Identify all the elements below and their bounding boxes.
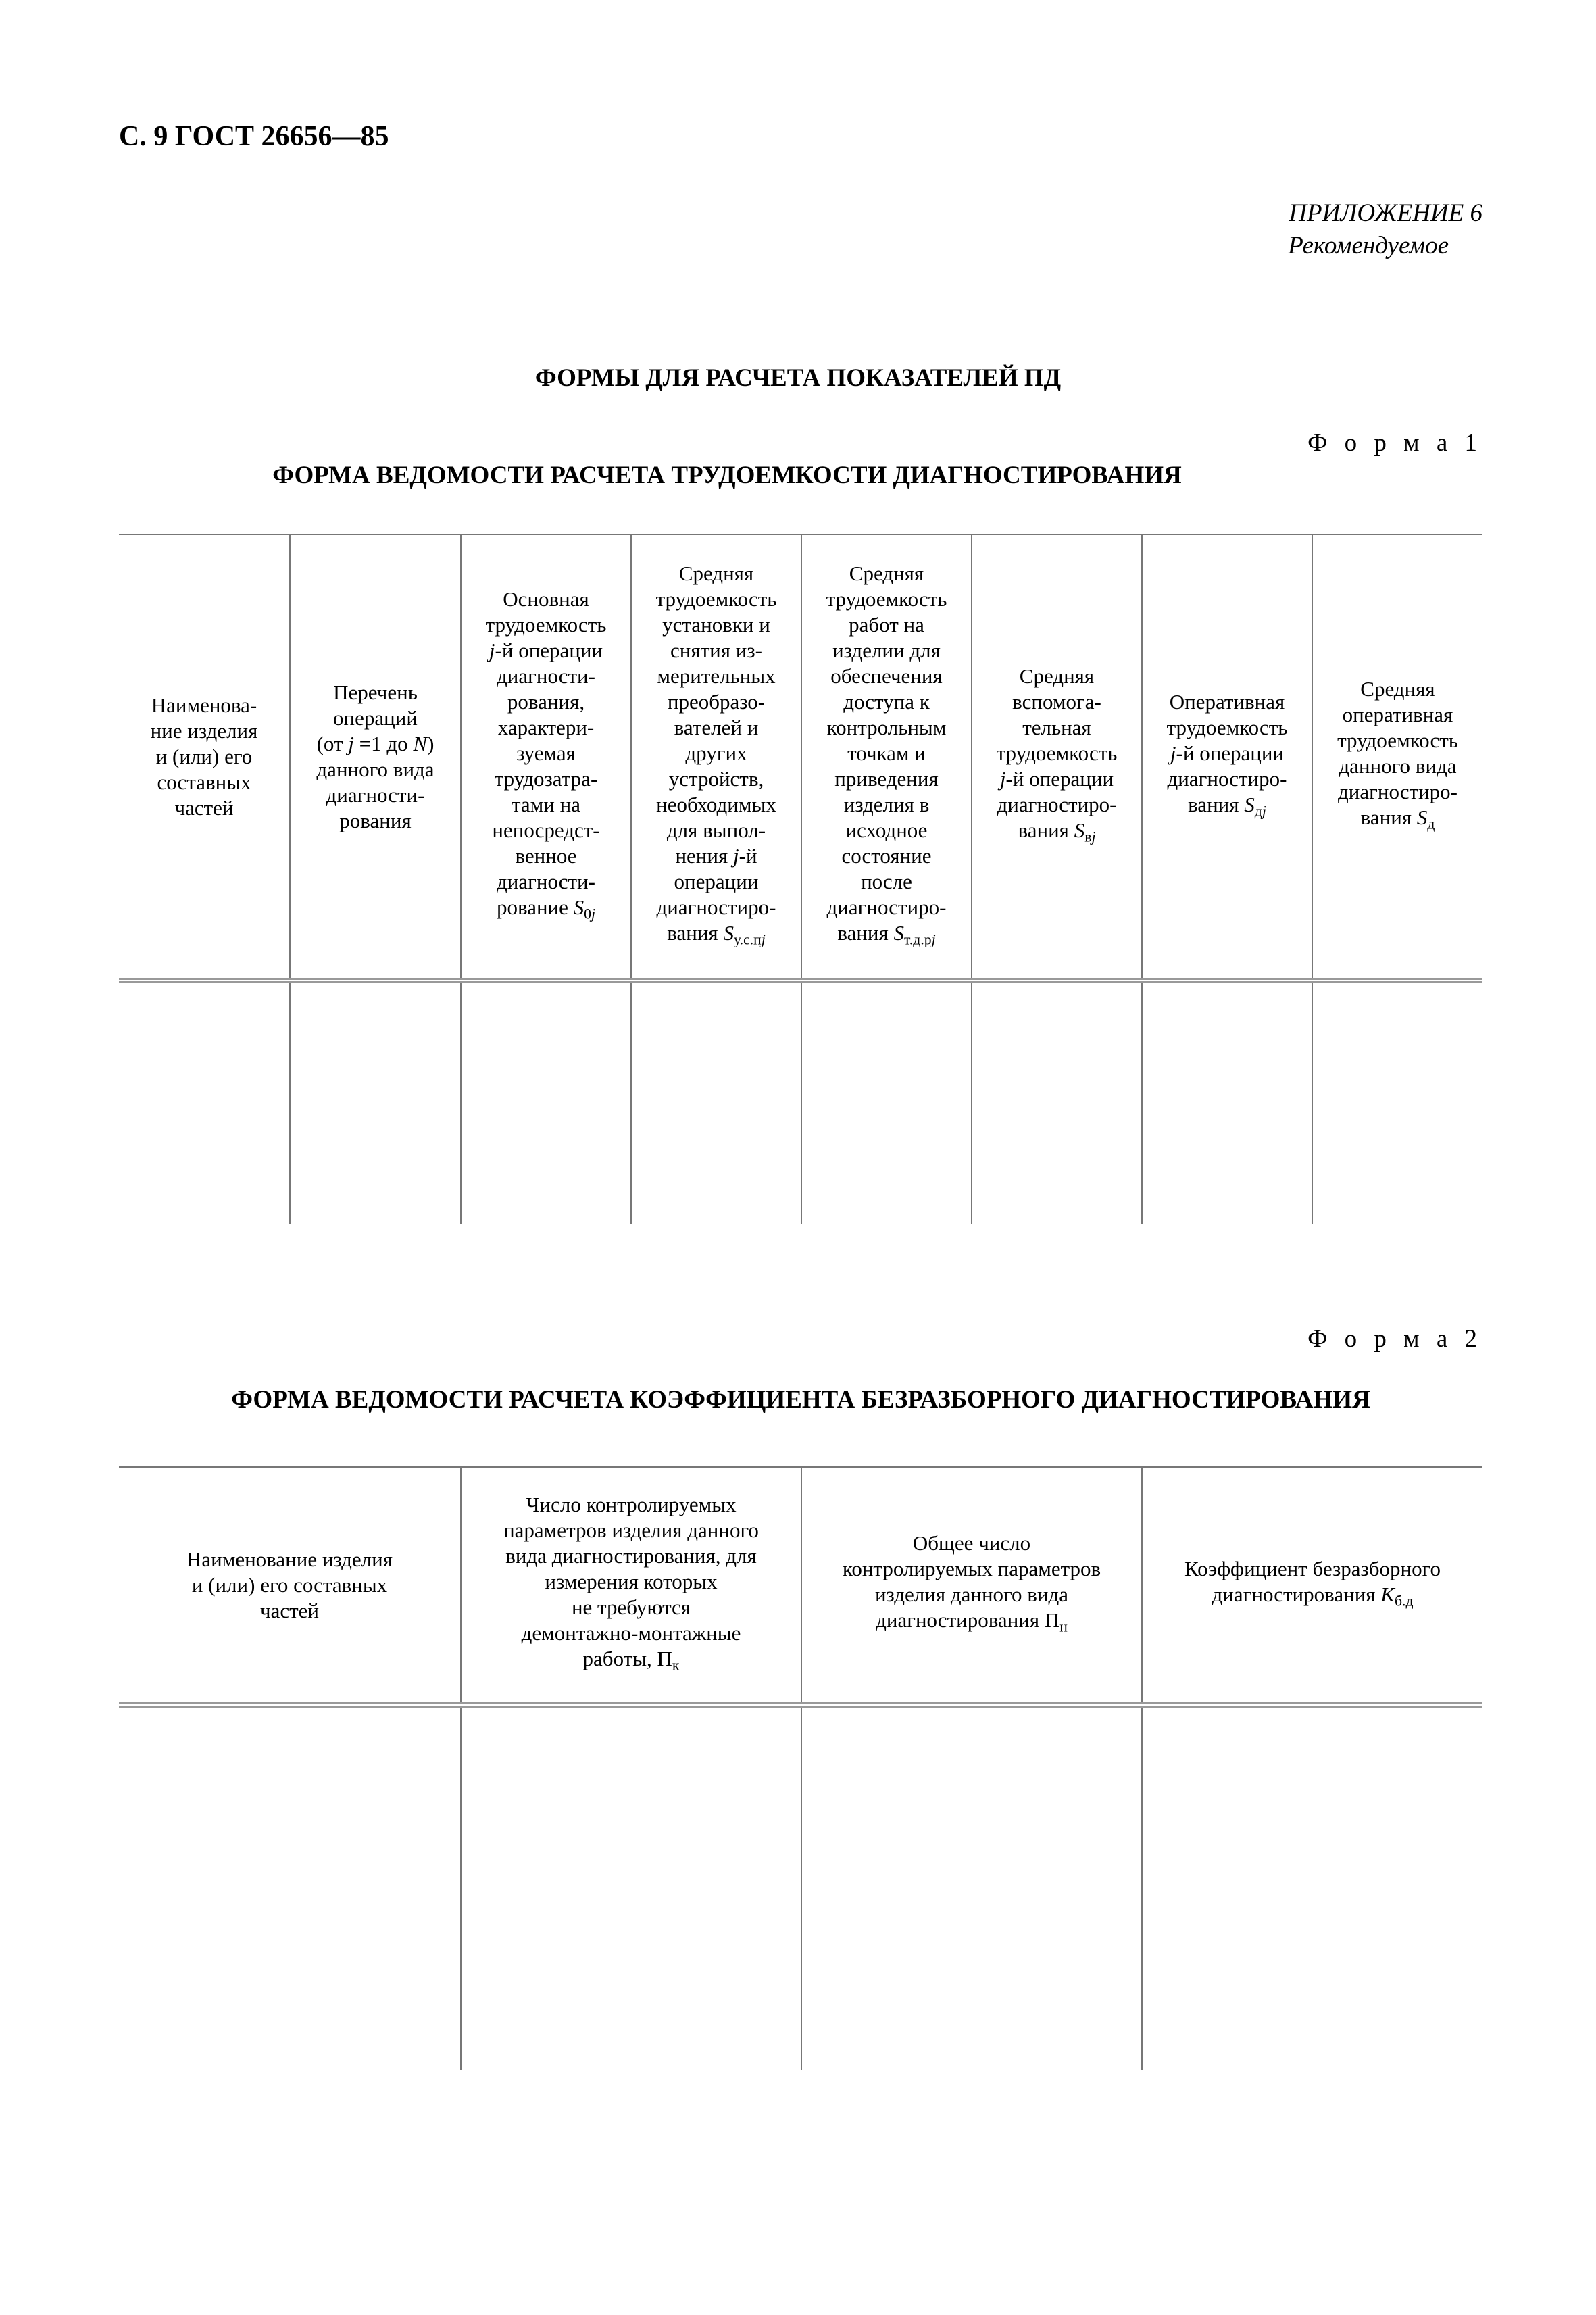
form1-col7-sub: д [1254, 803, 1262, 820]
form1-col4-sub: у.с.п [733, 931, 762, 948]
form2-body-row [119, 1705, 1482, 2070]
form2-cell[interactable] [119, 1705, 461, 2070]
form1-col8-symbol: S [1416, 805, 1428, 829]
form1-col8-text-a: Средняя оперативная трудоемкость данного вида диагностиро- вания [1337, 676, 1458, 829]
form1-col2-text-b: =1 до [353, 731, 414, 755]
form1-col3-j: j [489, 638, 495, 662]
form1-col-auxiliary-labor [972, 534, 1142, 980]
form2-col-item-name [119, 1467, 461, 1705]
form1-col2-text-a: Перечень операций (от [316, 680, 418, 755]
form2-col2-sub: к [672, 1657, 680, 1674]
form1-col4-text-b: -й операции диагностиро- вания [656, 843, 776, 945]
form1-col6-j: j [999, 766, 1006, 791]
form1-col7-subj: j [1262, 803, 1266, 820]
form1-table [119, 534, 1482, 1224]
form1-col5-symbol: S [893, 920, 905, 945]
form1-col7-j: j [1170, 741, 1176, 765]
form1-col3-subj: j [591, 905, 596, 922]
form1-cell[interactable] [119, 980, 290, 1224]
appendix-subtitle: Рекомендуемое [1288, 232, 1449, 259]
form1-col3-text-b: -й операции диагности- рования, характери- зуемая трудозатра- тами на непосредст- венное диагности- рование [492, 638, 603, 919]
form2-col-total-params [801, 1467, 1142, 1705]
form1-col3-symbol: S [573, 895, 584, 919]
form2-col3-sub: н [1059, 1618, 1068, 1635]
form1-header-row [119, 534, 1482, 980]
form1-col5-sub: т.д.р [904, 931, 932, 948]
form1-col6-sub: в [1084, 828, 1092, 845]
form1-col7-text-a: Оперативная трудоемкость [1166, 689, 1288, 739]
form2-cell[interactable] [461, 1705, 801, 2070]
form1-col4-j: j [733, 843, 739, 868]
form1-col7-symbol: S [1244, 792, 1255, 816]
form2-header-row [119, 1467, 1482, 1705]
form1-col1-text: Наименова- ние изделия и (или) его составных частей [150, 693, 258, 820]
form1-col4-text-a: Средняя трудоемкость установки и снятия из- мерительных преобразо- вателей и других устройств, необходимых для выпол- нения [655, 561, 777, 868]
main-title: ФОРМЫ ДЛЯ РАСЧЕТА ПОКАЗАТЕЛЕЙ ПД [534, 364, 1062, 392]
form2-col4-sub: б.д [1394, 1593, 1414, 1610]
form1-col6-symbol: S [1074, 818, 1085, 842]
form1-col-item-name [119, 534, 290, 980]
form1-col-operative-labor [1142, 534, 1312, 980]
form1-col2-j: j [348, 731, 354, 755]
form2-col-controlled-params [461, 1467, 801, 1705]
form1-col3-text-a: Основная трудоемкость [485, 587, 607, 637]
form1-cell[interactable] [1142, 980, 1312, 1224]
form1-label: Ф о р м а 1 [1307, 429, 1482, 457]
form1-col3-sub: 0 [584, 905, 591, 922]
form1-col4-subj: j [761, 931, 766, 948]
form1-body-row [119, 980, 1482, 1224]
form2-label: Ф о р м а 2 [1307, 1325, 1482, 1353]
form1-col5-text-a: Средняя трудоемкость работ на изделии для обеспечения доступа к контрольным точкам и приведения изделия в исходное состояние после диагностиро- вания [826, 561, 947, 945]
appendix-block [1288, 197, 1482, 262]
form2-cell[interactable] [801, 1705, 1142, 2070]
form2-col2-text: Число контролируемых параметров изделия данного вида диагностирования, для измерения которых не требуются демонтажно-монтажные работы, П [503, 1492, 759, 1670]
form1-col8-sub: д [1427, 816, 1435, 832]
form1-col6-text-b: -й операции диагностиро- вания [997, 766, 1117, 842]
form2-title: ФОРМА ВЕДОМОСТИ РАСЧЕТА КОЭФФИЦИЕНТА БЕЗРАЗБОРНОГО ДИАГНОСТИРОВАНИЯ [231, 1386, 1370, 1414]
form1-col-install-labor [631, 534, 801, 980]
form2-col4-text: Коэффициент безразборного диагностирования [1184, 1556, 1441, 1606]
form1-cell[interactable] [801, 980, 972, 1224]
form2-col3-text: Общее число контролируемых параметров изделия данного вида диагностирования П [842, 1530, 1101, 1632]
form1-cell[interactable] [631, 980, 801, 1224]
form2-table [119, 1466, 1482, 2070]
form1-col4-symbol: S [723, 920, 734, 945]
form1-cell[interactable] [972, 980, 1142, 1224]
form1-col6-subj: j [1091, 828, 1096, 845]
appendix-title: ПРИЛОЖЕНИЕ 6 [1289, 199, 1482, 227]
form2-col-coefficient [1142, 1467, 1482, 1705]
form1-cell[interactable] [461, 980, 631, 1224]
form1-col7-text-b: -й операции диагностиро- вания [1167, 741, 1287, 816]
form2-cell[interactable] [1142, 1705, 1482, 2070]
form2-col4-symbol: K [1380, 1582, 1395, 1606]
form2-col1-text: Наименование изделия и (или) его составных частей [186, 1547, 393, 1622]
form1-col5-subj: j [931, 931, 936, 948]
page-header: С. 9 ГОСТ 26656—85 [119, 121, 389, 152]
form1-col-basic-labor [461, 534, 631, 980]
form1-col2-text-c: ) данного вида диагности- рования [316, 731, 434, 832]
form1-col-access-labor [801, 534, 972, 980]
form1-col-average-operative-labor [1312, 534, 1482, 980]
form1-col-operations-list [290, 534, 461, 980]
form1-col2-n: N [413, 731, 428, 755]
form1-col6-text-a: Средняя вспомога- тельная трудоемкость [996, 664, 1118, 765]
form1-title: ФОРМА ВЕДОМОСТИ РАСЧЕТА ТРУДОЕМКОСТИ ДИАГНОСТИРОВАНИЯ [272, 462, 1182, 489]
form1-cell[interactable] [1312, 980, 1482, 1224]
form1-cell[interactable] [290, 980, 461, 1224]
